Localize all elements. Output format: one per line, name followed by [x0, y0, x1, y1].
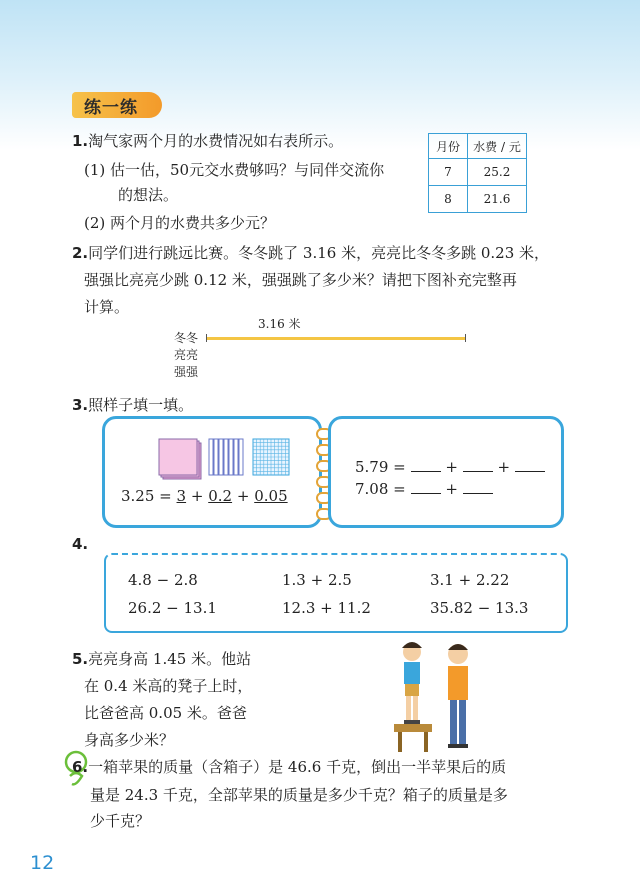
badge-label: 练一练: [84, 98, 138, 118]
table-header-fee: 水费 / 元: [468, 134, 527, 159]
calc-item: 12.3 + 11.2: [282, 599, 371, 617]
example-part-1: 3: [176, 487, 187, 505]
plus-sign: +: [190, 487, 204, 505]
ex1-number: 1.: [72, 132, 89, 150]
ex3-number: 3.: [72, 396, 89, 414]
practice-badge: [72, 88, 164, 120]
ex2-line1: [72, 242, 549, 264]
ex1-q2: (2) 两个月的水费共多少元？: [84, 214, 276, 232]
header-band: [0, 0, 640, 150]
ex3-example-card: [102, 416, 322, 528]
ex6-number: 6.: [72, 758, 89, 776]
ex1-q1-line2: 的想法。: [118, 186, 179, 204]
example-part-3: 0.05: [254, 487, 288, 505]
answer-blank[interactable]: [463, 477, 493, 494]
table-cell: 7: [429, 159, 468, 186]
ex2-line1-text: 同学们进行跳远比赛。冬冬跳了 3.16 米，亮亮比冬冬多跳 0.23 米，: [88, 244, 550, 262]
ex3-task2: [355, 477, 493, 500]
ex3-title: [72, 394, 193, 416]
boy-and-father-illustration: [380, 636, 490, 756]
calc-item: 26.2 − 13.1: [128, 599, 217, 617]
ex5-line4: 身高多少米？: [84, 731, 175, 749]
table-row: [429, 186, 527, 213]
dongdong-segment: [206, 337, 466, 340]
water-fee-table: [428, 133, 527, 213]
ex6-line1-text: 一箱苹果的质量（含箱子）是 46.6 千克，倒出一半苹果后的质: [88, 758, 507, 776]
table-row: [429, 159, 527, 186]
ex2-number: 2.: [72, 244, 89, 262]
calc-item: 1.3 + 2.5: [282, 571, 352, 589]
calc-item: 4.8 − 2.8: [128, 571, 198, 589]
calc-item: 35.82 − 13.3: [430, 599, 529, 617]
plus-sign: +: [497, 458, 511, 476]
ex3-title-text: 照样子填一填。: [88, 396, 194, 414]
ex1-q1-line1: (1) 估一估，50元交水费够吗？与同伴交流你: [84, 161, 385, 179]
ex5-line3: 比爸爸高 0.05 米。爸爸: [84, 704, 247, 722]
ex5-line1: [72, 648, 251, 670]
ex3-task-card: [328, 416, 564, 528]
ex6-line3: 少千克？: [90, 812, 151, 830]
ex4-number: 4.: [72, 535, 89, 553]
table-cell: 21.6: [468, 186, 527, 213]
answer-blank[interactable]: [411, 455, 441, 472]
table-cell: 25.2: [468, 159, 527, 186]
ex6-line1: [72, 756, 506, 778]
answer-blank[interactable]: [515, 455, 545, 472]
answer-blank[interactable]: [411, 477, 441, 494]
answer-blank[interactable]: [463, 455, 493, 472]
example-lhs: 3.25 =: [121, 487, 172, 505]
plus-sign: +: [445, 480, 458, 498]
segment-end-tick: [465, 334, 466, 342]
diagram-name-qiangqiang: 强强: [174, 365, 199, 379]
ex1-intro: [72, 130, 343, 152]
ex1-intro-text: 淘气家两个月的水费情况如右表所示。: [88, 132, 344, 150]
ex6-line2: 量是 24.3 千克，全部苹果的质量是多少千克？箱子的质量是多: [90, 786, 508, 804]
ex4-calc-box: [104, 553, 568, 633]
plus-sign: +: [445, 458, 458, 476]
ex3-task1: [355, 455, 545, 478]
segment-start-tick: [206, 334, 207, 342]
ex3-example-equation: [121, 485, 288, 507]
diagram-name-dongdong: 冬冬: [174, 331, 199, 345]
diagram-measure-label: 3.16 米: [258, 317, 301, 331]
ex2-line2: 强强比亮亮少跳 0.12 米，强强跳了多少米？请把下图补充完整再: [84, 271, 517, 289]
page-number: 12: [30, 852, 55, 874]
task2-lhs: 7.08 =: [355, 480, 406, 498]
ex2-line3: 计算。: [84, 298, 130, 316]
calc-item: 3.1 + 2.22: [430, 571, 510, 589]
example-part-2: 0.2: [208, 487, 233, 505]
decimal-blocks-illustration: [105, 419, 319, 489]
ex5-line2: 在 0.4 米高的凳子上时，: [84, 677, 253, 695]
task1-lhs: 5.79 =: [355, 458, 406, 476]
diagram-name-liangliang: 亮亮: [174, 348, 199, 362]
table-header-month: 月份: [429, 134, 468, 159]
plus-sign: +: [236, 487, 250, 505]
ex5-line1-text: 亮亮身高 1.45 米。他站: [88, 650, 252, 668]
ex5-number: 5.: [72, 650, 89, 668]
table-cell: 8: [429, 186, 468, 213]
